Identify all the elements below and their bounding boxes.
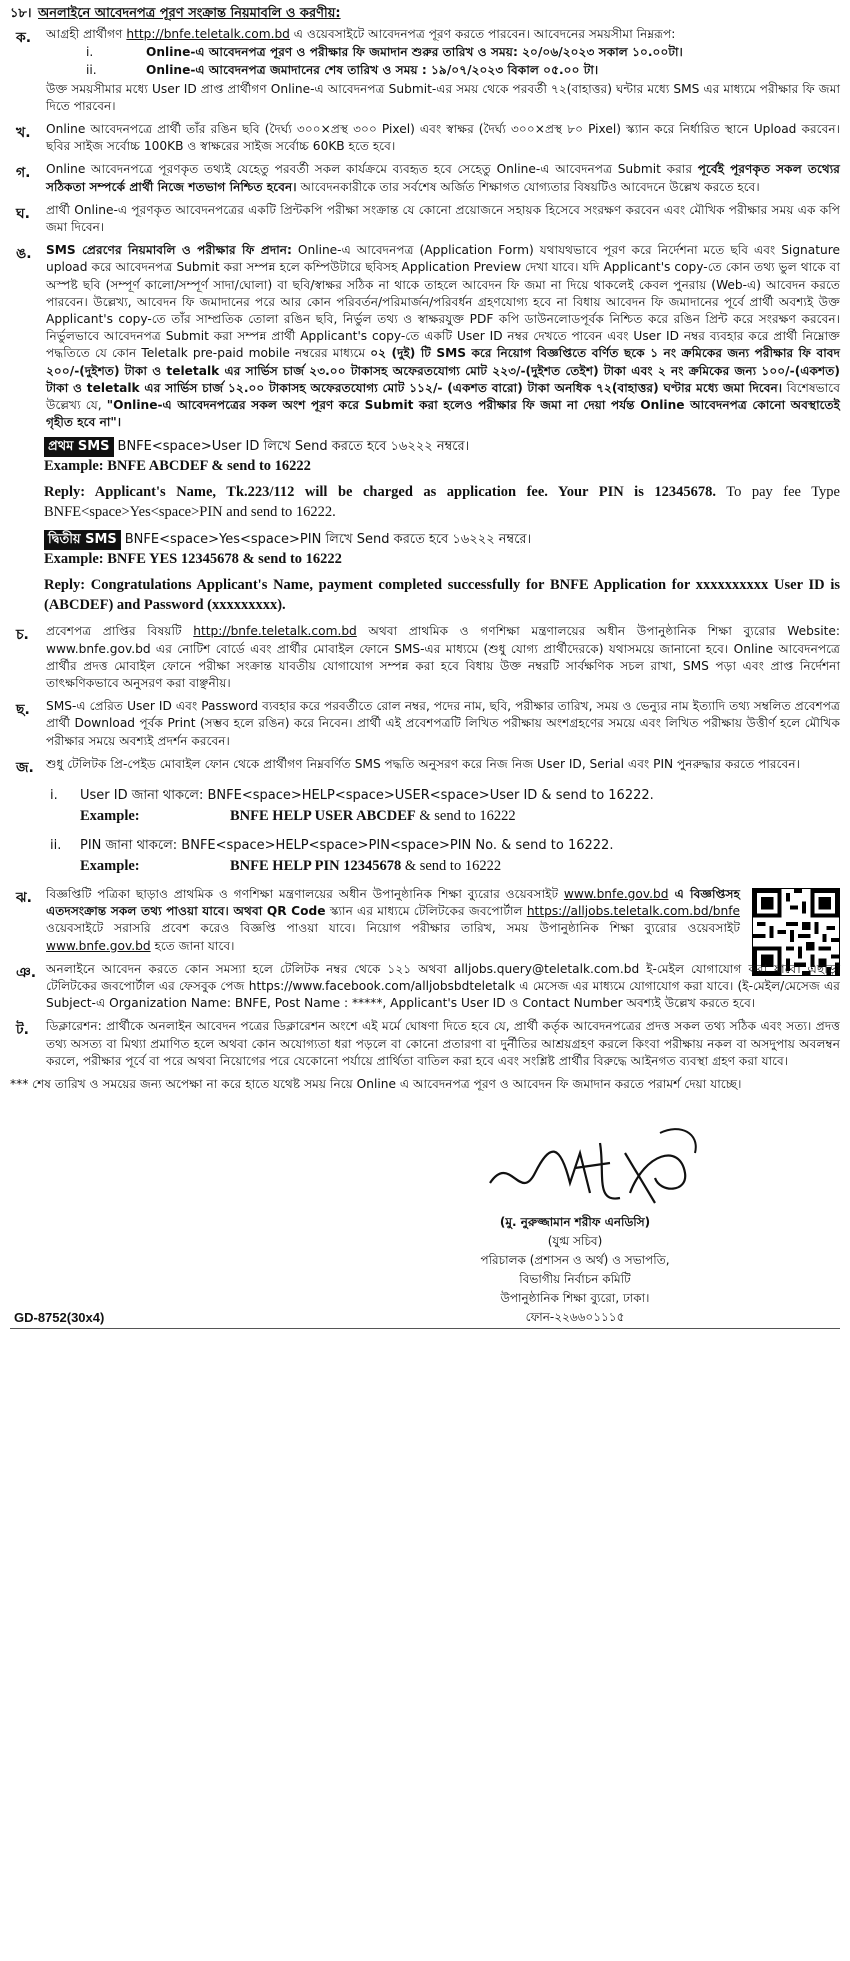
- jobportal-link[interactable]: https://alljobs.teletalk.com.bd/bnfe: [526, 904, 740, 919]
- item-label: ঘ.: [16, 205, 30, 222]
- example-bold: BNFE HELP USER ABCDEF: [230, 807, 416, 824]
- item-uo: [10, 242, 840, 431]
- item-text: প্রবেশপত্র প্রাপ্তির বিষয়টি: [46, 624, 194, 639]
- item-label: ক.: [16, 30, 32, 46]
- item-text: বিজ্ঞপ্তিটি পত্রিকা ছাড়াও প্রাথমিক ও গণশিক্ষা মন্ত্রণালয়ের অধীন উপানুষ্ঠানিক শিক্ষা ব্যুরোর ওয়েবসাইট: [46, 886, 564, 901]
- row-number: i.: [50, 787, 58, 803]
- help-format: User ID জানা থাকলে: BNFE<space>HELP<space>USER<space>User ID & send to 16222.: [80, 787, 654, 803]
- sms-second-block: [44, 530, 840, 615]
- signatory-role: পরিচালক (প্রশাসন ও অর্থ) ও সভাপতি,: [480, 1252, 670, 1267]
- item-text: অনলাইনে আবেদন করতে কোন সমস্যা হলে টেলিটক নম্বর থেকে ১২১ অথবা alljobs.query@teletalk.com.bd ই-মেইল যোগাযোগ করা যাবে। এছাড়া টেলিটকের জবপোর্টাল এর ফেসবুক পেজ https://www.facebook.com/alljobsbdteletalk এ মেসেজ এর মাধ্যমে যোগাযোগ করা যাবে। (ই-মেইল/মেসেজ এর Subject-এ Organization Name: BNFE, Post Name : *****, Applicant's User ID ও Contact Number অবশ্যই উল্লেখ করতে হবে।: [46, 961, 840, 1011]
- example-rest: & send to 16222: [401, 857, 502, 874]
- item-nya: [10, 961, 840, 1013]
- end-date-text: Online-এ আবেদনপত্র জমাদানের শেষ তারিখ ও সময় : ১৯/০৭/২০২৩ বিকাল ০৫.০০ টা।: [146, 63, 599, 78]
- item-kha: [10, 121, 840, 155]
- important-note: "Online-এ আবেদনপত্রের সকল অংশ পূরণ করে Submit করা হলেও পরীক্ষার ফি জমা না দেয়া পর্যন্ত Online আবেদনপত্র কোনো অবস্থাতেই গৃহীত হবে না"।: [46, 398, 841, 430]
- reply-rest: To pay fee Type BNFE<space>Yes<space>PIN and send to 16222.: [44, 484, 840, 521]
- section-number: ১৮।: [10, 6, 32, 21]
- schedule-row: [86, 44, 840, 61]
- item-text: ওয়েবসাইটে সরাসরি প্রবেশ করেও বিজ্ঞপ্তি পাওয়া যাবে। নিয়োগ পরীক্ষার তারিখ, সময় উপানুষ্ঠানিক শিক্ষা ব্যুরোর ওয়েবসাইট: [46, 921, 740, 936]
- item-label: ট.: [16, 1022, 29, 1039]
- item-text: Online আবেদনপত্রে পূরণকৃত তথ্যই যেহেতু পরবর্তী সকল কার্যক্রমে ব্যবহৃত হবে সেহেতু Online-এ আবেদনপত্র Submit করার: [46, 162, 698, 177]
- footer-code: GD-8752(30x4): [14, 1309, 105, 1325]
- item-ta: [10, 1018, 840, 1070]
- item-gha: [10, 202, 840, 236]
- sms-example: Example: BNFE ABCDEF & send to 16222: [44, 458, 311, 475]
- signature-area: [10, 1093, 840, 1333]
- help-example: [80, 806, 840, 826]
- item-text: স্ক্যান এর মাধ্যমে টেলিটকের জবপোর্টাল: [325, 904, 527, 919]
- item-label: খ.: [16, 125, 31, 142]
- sms-first-block: [44, 437, 840, 522]
- item-ga: [10, 161, 840, 195]
- notice-page: [10, 0, 840, 1333]
- item-label: ঝ.: [16, 889, 32, 906]
- final-note: *** শেষ তারিখ ও সময়ের জন্য অপেক্ষা না করে হাতে যথেষ্ট সময় নিয়ে Online এ আবেদনপত্র পূরণ ও আবেদন ফি জমাদান করতে পরামর্শ দেয়া যাচ্ছে।: [10, 1076, 742, 1091]
- section-title: অনলাইনে আবেদনপত্র পূরণ সংক্রান্ত নিয়মাবলি ও করণীয়:: [38, 6, 341, 21]
- start-date-text: Online-এ আবেদনপত্র পূরণ ও পরীক্ষার ফি জমাদান শুরুর তারিখ ও সময়: ২০/০৬/২০২৩ সকাল ১০.০০টা।: [146, 45, 683, 60]
- item-text: SMS-এ প্রেরিত User ID এবং Password ব্যবহার করে পরবর্তীতে রোল নম্বর, পদের নাম, ছবি, পরীক্ষার তারিখ, সময় ও ভেন্যুর নাম ইত্যাদি তথ্য সম্বলিত প্রবেশপত্র প্রার্থী Download পূর্বক Print (সম্ভব হলে রঙিন) করে নিবেন। প্রার্থী এই প্রবেশপত্রটি লিখিত পরীক্ষায় অংশগ্রহণের সময়ে এবং লিখিত পরীক্ষায় উত্তীর্ণ হলে মৌখিক পরীক্ষার সময়ে অবশ্যই প্রদর্শন করবেন।: [46, 699, 840, 748]
- signatory-name: (মু. নুরুজ্জামান শরীফ এনডিসি): [499, 1214, 651, 1229]
- item-text: অথবা প্রাথমিক ও গণশিক্ষা মন্ত্রণালয়ের অধীন উপানুষ্ঠানিক শিক্ষা ব্যুরোর Website: www.bnfe.gov.bd এর নোটিশ বোর্ডে এবং প্রার্থীর মোবাইল ফোনে SMS-এর মাধ্যমে (শুধু যোগ্য প্রার্থীদেরকে) যথাসময়ে জানানো হবে। Online আবেদনপত্রে প্রার্থীর প্রদত্ত মোবাইল ফোনে পরীক্ষা সংক্রান্ত যাবতীয় যোগাযোগ সম্পন্ন করা হবে বিধায় উক্ত নম্বরটি সার্বক্ষণিক সচল রাখা, SMS পড়া এবং প্রাপ্ত নির্দেশনা তাৎক্ষণিকভাবে অনুসরণ করা বাঞ্ছনীয়।: [46, 624, 840, 691]
- row-number: ii.: [50, 837, 62, 853]
- sms-reply: [44, 482, 840, 522]
- item-ja: [10, 756, 840, 780]
- help-row: [50, 786, 840, 806]
- item-label: ঙ.: [16, 246, 32, 263]
- sms-example: Example: BNFE YES 12345678 & send to 16222: [44, 551, 342, 568]
- item-label: গ.: [16, 165, 31, 182]
- help-format: PIN জানা থাকলে: BNFE<space>HELP<space>PIN<space>PIN No. & send to 16222.: [80, 837, 614, 853]
- row-number: ii.: [86, 63, 97, 78]
- signatory-phone: ফোন-২২৬৬০১১১৫: [525, 1309, 625, 1324]
- item-text: হতে জানা যাবে।: [150, 938, 235, 953]
- schedule-row: [86, 62, 840, 79]
- item-bold-text: এ বিজ্ঞপ্তিসহ এতদসংক্রান্ত সকল তথ্য পাওয়া যাবে। অথবা QR Code: [46, 886, 740, 919]
- item-label: ঞ.: [16, 964, 37, 981]
- example-key: Example:: [80, 857, 140, 874]
- signature-icon: [480, 1113, 710, 1223]
- example-key: Example:: [80, 807, 140, 824]
- sms-badge: দ্বিতীয় SMS: [44, 530, 121, 550]
- item-heading: SMS প্রেরণের নিয়মাবলি ও পরীক্ষার ফি প্রদান:: [46, 243, 292, 258]
- example-bold: BNFE HELP PIN 12345678: [230, 857, 402, 874]
- signatory-role: বিভাগীয় নির্বাচন কমিটি: [519, 1271, 631, 1286]
- item-text: Online-এ আবেদনপত্র (Application Form) যথাযথভাবে পূরণ করে নির্দেশনা মতে ছবি এবং Signature upload করে আবেদনপত্র Submit করা সম্পন্ন হলে কম্পিউটারে ছবিসহ Application Preview দেখা যাবে। যদি Applicant's copy-তে কোন তথ্য ভুল থাকে বা অস্পষ্ট ছবি (সম্পূর্ণ কালো/সম্পূর্ণ সাদা/ঘোলা) বা ছবি/স্বাক্ষর সঠিক না থাকে তাহলে আবেদন ফি জমা না দিয়ে থাকলেই কেবল পুনরায় (Web-এ) আবেদন করতে পারবেন। উল্লেখ্য, আবেদন ফি জমাদানের পরে আর কোন পরিবর্তন/পরিমার্জন/পরিবর্ধন গ্রহণযোগ্য হবে না বিধায় আবেদন ফি জমাদানের পূর্বে প্রার্থী অবশ্যই উক্ত Applicant's copy-তে তাঁর সাম্প্রতিক তোলা রঙিন ছবি, নির্ভুল তথ্য ও স্বাক্ষরযুক্ত PDF কপি ডাউনলোডপূর্বক নিশ্চিত করে রঙিন প্রিন্ট করে সংরক্ষণ করবেন। নির্ভুলভাবে আবেদনপত্র Submit করা সম্পন্ন প্রার্থী Applicant's copy-তে একটি User ID নম্বর দেখতে পাবেন এবং User ID নম্বর ব্যবহার করে প্রার্থী নিম্নোক্ত পদ্ধতিতে যে কোন Teletalk pre-paid mobile নম্বরের মাধ্যমে: [46, 243, 840, 361]
- reply-bold: Reply: Applicant's Name, Tk.223/112 will be charged as application fee. Your PIN is 12345678.: [44, 484, 716, 501]
- website-link[interactable]: http://bnfe.teletalk.com.bd: [126, 27, 290, 41]
- item-label: ছ.: [16, 702, 30, 719]
- item-ka: [10, 26, 840, 115]
- website-link[interactable]: www.bnfe.gov.bd: [46, 938, 151, 953]
- item-jha: [10, 886, 840, 955]
- sms-format: BNFE<space>Yes<space>PIN লিখে Send করতে হবে ১৬২২২ নম্বরে।: [124, 532, 532, 548]
- example-rest: & send to 16222: [415, 807, 516, 824]
- sms-reply: Reply: Congratulations Applicant's Name, payment completed successfully for BNFE Application for xxxxxxxxxx User ID is (ABCDEF) and Password (xxxxxxxxx).: [44, 577, 840, 614]
- item-text: শুধু টেলিটক প্রি-পেইড মোবাইল ফোন থেকে প্রার্থীগণ নিম্নবর্ণিত SMS পদ্ধতি অনুসরণ করে নিজ নিজ User ID, Serial এবং PIN পুনরুদ্ধার করতে পারবেন।: [46, 756, 800, 771]
- item-text: Online আবেদনপত্রে প্রার্থী তাঁর রঙিন ছবি (দৈর্ঘ্য ৩০০×প্রস্থ ৩০০ Pixel) এবং স্বাক্ষর (দৈর্ঘ্য ৩০০×প্রস্থ ৮০ Pixel) স্ক্যান করে নির্ধারিত স্থানে Upload করবেন। ছবির সাইজ সর্বোচ্চ 100KB ও স্বাক্ষরের সাইজ সর্বোচ্চ 60KB হতে হবে।: [46, 122, 840, 154]
- help-row: [50, 836, 840, 856]
- sms-format: BNFE<space>User ID লিখে Send করতে হবে ১৬২২২ নম্বরে।: [117, 439, 470, 455]
- item-text: এ ওয়েবসাইটে আবেদনপত্র পূরণ করতে পারবেন। আবেদনের সময়সীমা নিম্নরূপ:: [289, 27, 676, 41]
- item-text: আগ্রহী প্রার্থীগণ: [46, 27, 127, 41]
- website-link[interactable]: www.bnfe.gov.bd: [563, 886, 669, 901]
- item-text: ডিক্লারেশন: প্রার্থীকে অনলাইন আবেদন পত্রের ডিক্লারেশন অংশে এই মর্মে ঘোষণা দিতে হবে যে, প্রার্থী কর্তৃক আবেদনপত্রের প্রদত্ত সকল তথ্য সঠিক এবং সত্য। প্রদত্ত তথ্য অসত্য বা মিথ্যা প্রমাণিত হলে অথবা কোন অযোগ্যতা ধরা পড়লে বা কোনো প্রতারণা বা দুর্নীতির আশ্রয়গ্রহণ করলে কিংবা পরীক্ষায় নকল বা অসদুপায় অবলম্বন করলে, পরীক্ষার পূর্বে বা পরে অথবা নিয়োগের পরে যেকোনো পর্যায়ে প্রার্থিতা বাতিল করা হবে এবং সংশ্লিষ্ট প্রার্থীর বিরুদ্ধে আইনগত ব্যবস্থা গ্রহণ করা যাবে।: [46, 1019, 840, 1068]
- item-label: চ.: [16, 627, 29, 644]
- item-bold-text: পূর্বেই পূরণকৃত সকল তথ্যের সঠিকতা সম্পর্কে প্রার্থী নিজে শতভাগ নিশ্চিত হবেন।: [46, 162, 841, 194]
- signatory-org: উপানুষ্ঠানিক শিক্ষা ব্যুরো, ঢাকা।: [500, 1290, 650, 1305]
- help-example: [80, 856, 840, 876]
- section-header: [10, 4, 840, 26]
- signatory-block: [410, 1213, 740, 1327]
- item-text: বিশেষভাবে উল্লেখ্য যে,: [46, 380, 840, 413]
- sms-badge: প্রথম SMS: [44, 437, 114, 457]
- signatory-title: (যুগ্ম সচিব): [547, 1233, 603, 1248]
- website-link[interactable]: http://bnfe.teletalk.com.bd: [193, 624, 357, 639]
- fee-text: ০২ (দুই) টি SMS করে নিয়োগ বিজ্ঞপ্তিতে বর্ণিত ছকে ১ নং ক্রমিকের জন্য পরীক্ষার ফি বাবদ ২০০/-(দুইশত) টাকা ও teletalk এর সার্ভিস চার্জ ২৩.০০ টাকাসহ অফেরতযোগ্য মোট ২২৩/-(দুইশত তেইশ) টাকা এবং ২ নং ক্রমিকের জন্য ১০০/-(একশত) টাকা ও teletalk এর সার্ভিস চার্জ ১২.০০ টাকাসহ অফেরতযোগ্য মোট ১১২/- (একশত বারো) টাকা অনধিক ৭২(বাহাত্তর) ঘণ্টার মধ্যে জমা দিবেন।: [46, 346, 840, 395]
- item-text: উক্ত সময়সীমার মধ্যে User ID প্রাপ্ত প্রার্থীগণ Online-এ আবেদনপত্র Submit-এর সময় থেকে পরবর্তী ৭২(বাহাত্তর) ঘন্টার মধ্যে SMS এর মাধ্যমে পরীক্ষার ফি জমা দিতে পারবেন।: [46, 81, 840, 113]
- row-number: i.: [86, 45, 94, 60]
- item-chha: [10, 698, 840, 750]
- item-text: প্রার্থী Online-এ পূরণকৃত আবেদনপত্রের একটি প্রিন্টকপি পরীক্ষা সংক্রান্ত যে কোনো প্রয়োজনে সহায়ক হিসেবে সংরক্ষণ করবেন এবং মৌখিক পরীক্ষার সময় এক কপি জমা দিবেন।: [46, 202, 840, 235]
- bottom-rule: [10, 1328, 840, 1329]
- item-cha: [10, 623, 840, 692]
- item-label: জ.: [16, 759, 34, 776]
- item-text: আবেদনকারীকে তার সর্বশেষ অর্জিত শিক্ষাগত যোগ্যতার বিষয়টিও আবেদনে উল্লেখ করতে হবে।: [296, 179, 760, 194]
